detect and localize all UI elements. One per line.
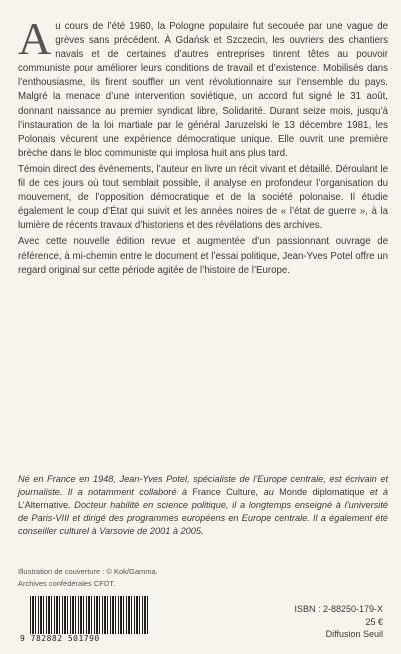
- image-credits: [18, 566, 158, 590]
- bio-text-4: . Docteur habilité en science politique, il a longtemps enseigné à l’université de Paris-VIII et dirigé des programmes européens en Europe centrale. Il a également été conseiller culturel à Varsovie de 2001 à 2005.: [18, 500, 388, 536]
- isbn-text: ISBN : 2-88250-179-X: [294, 604, 383, 614]
- synopsis-paragraph-3: Avec cette nouvelle édition revue et augmentée d’un passionnant ouvrage de référence, à mi-chemin entre le document et l’essai politique, Jean-Yves Potel offre un regard original sur cette période agitée de l’histoire de l’Europe.: [18, 236, 388, 276]
- credit-line-1: Illustration de couverture : © Kok/Gamma.: [18, 567, 158, 576]
- bio-text-1: Né en France en 1948, Jean-Yves Potel, spécialiste de l’Europe centrale, est écrivain et journaliste. Il a notamment collaboré à: [18, 474, 388, 497]
- bio-media-3: L’Alternative: [18, 500, 69, 510]
- barcode-bars: [30, 596, 150, 634]
- bio-media-1: France Culture: [192, 487, 256, 497]
- bio-text-3: et à: [364, 487, 388, 497]
- synopsis: [18, 13, 388, 280]
- credit-line-2: Archives confédérales CFDT.: [18, 579, 116, 588]
- distributor-text: Diffusion Seuil: [325, 629, 383, 639]
- paragraph-1-text: u cours de l’été 1980, la Pologne populaire fut secouée par une vague de grèves sans précédent. À Gdańsk et Szczecin, les ouvriers des chantiers navals et de certaines d’autres entreprises tinrent têtes au pouvoir communiste pour améliorer leurs conditions de travail et d’existence. Mobilisés dans l’enthousiasme, ils firent souffler un vent révolutionnaire sur l’ensemble du pays. Malgré la menace d’une intervention soviétique, un accord fut signé le 31 août, donnant naissance au premier syndicat libre, Solidarité. Durant seize mois, jusqu’à l’instauration de la loi martiale par le général Jaruzelski le 13 décembre 1981, les Polonais vécurent une expérience démocratique unique. Elle ouvrit une première brèche dans le bloc communiste qui implosa huit ans plus tard.: [18, 21, 388, 159]
- price-text: 25 €: [365, 616, 383, 627]
- barcode-digits: 9 782882 501790: [20, 634, 100, 643]
- publication-info: [294, 603, 383, 641]
- bio-text-2: , au: [255, 487, 280, 497]
- dropcap-letter: A: [18, 13, 52, 64]
- isbn-barcode: [20, 596, 160, 643]
- author-bio: [18, 473, 388, 538]
- synopsis-paragraph-2: Témoin direct des événements, l’auteur en livre un récit vivant et détaillé. Déroulant le fil de ces jours où tout semblait possible, il analyse en profondeur l’organisation du mouvement, de l’opposition démocratique et de la société polonaise. Il étudie également le coup d’État qui suivit et les années noires de « l’état de guerre », à la lumière de récents travaux d’historiens et des révélations des archives.: [18, 163, 388, 232]
- synopsis-paragraph-1: [18, 13, 388, 161]
- bio-media-2: Monde diplomatique: [279, 487, 365, 497]
